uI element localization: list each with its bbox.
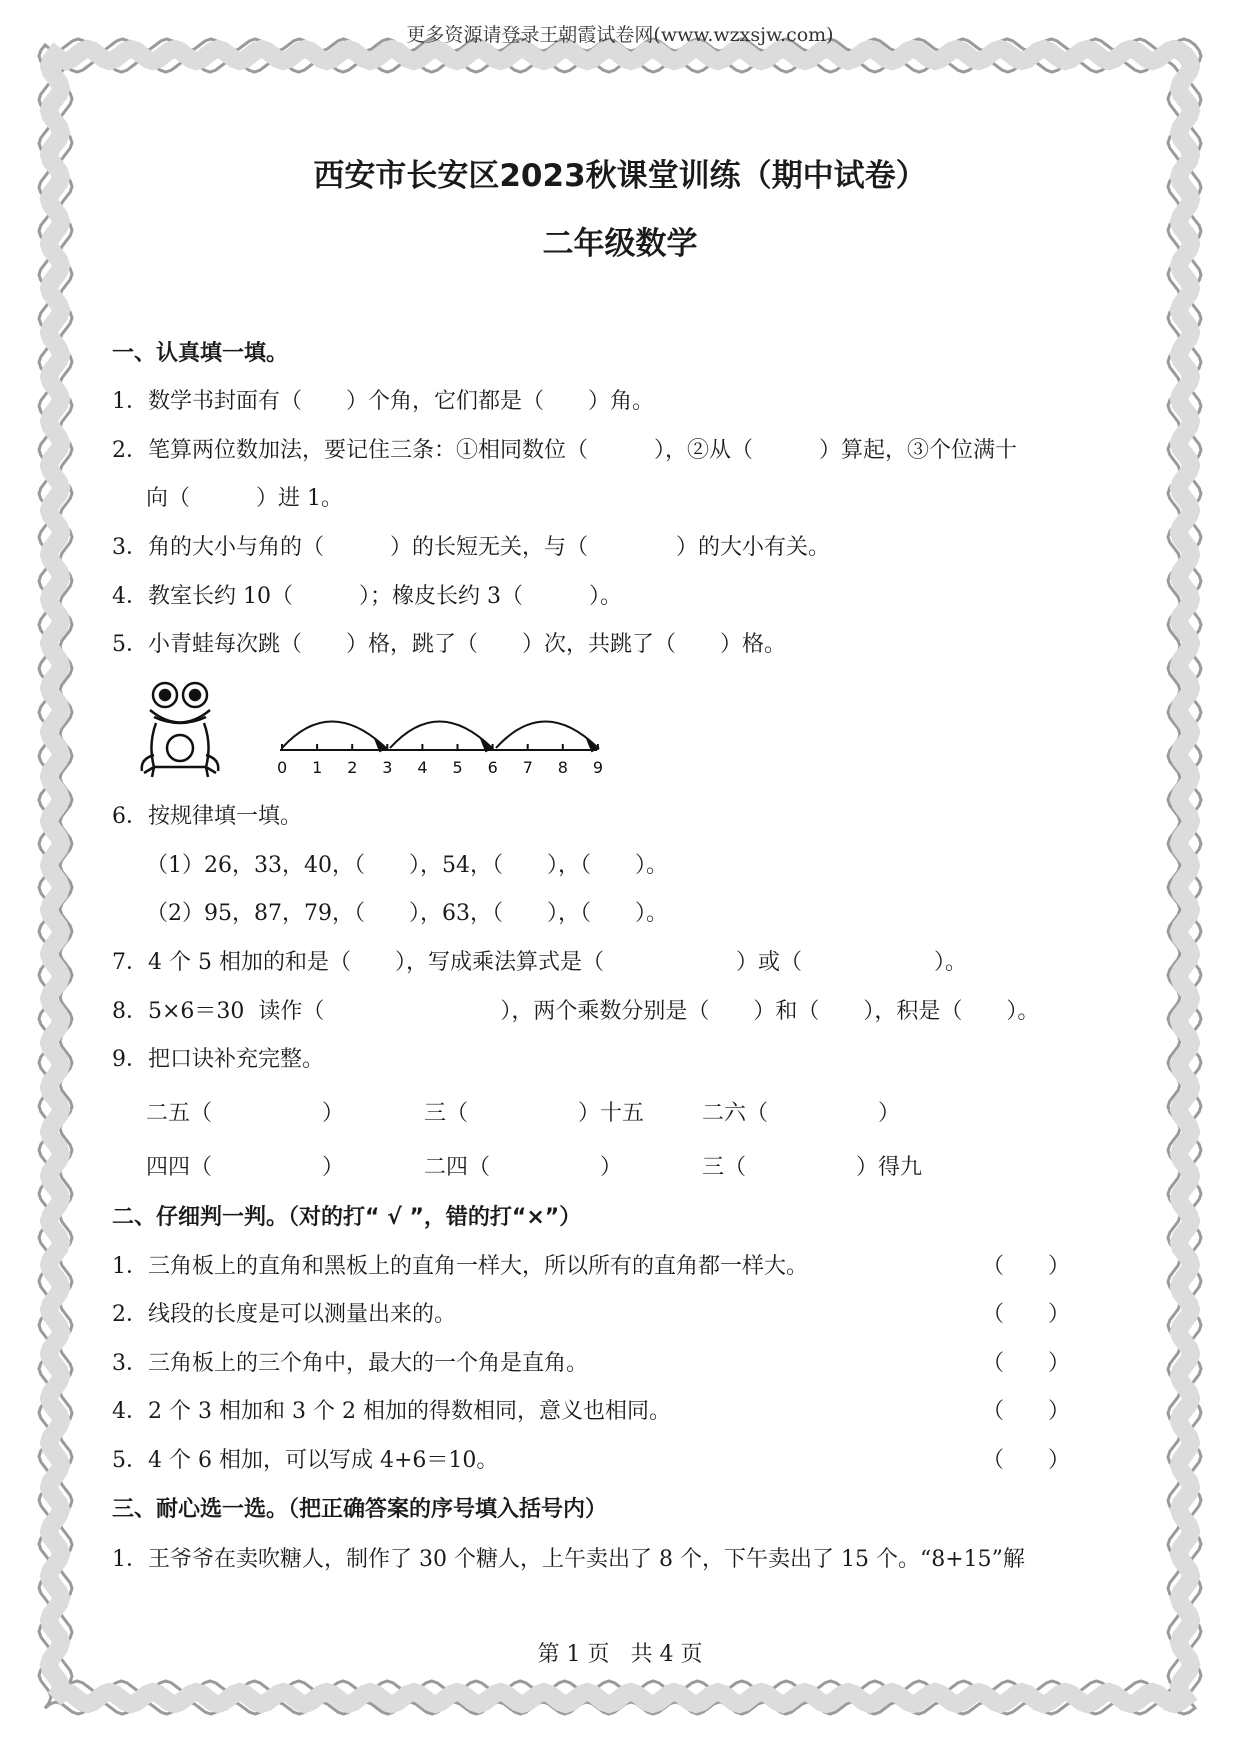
judge-item-1: 1．三角板上的直角和黑板上的直角一样大，所以所有的直角都一样大。	[112, 1254, 808, 1279]
number-line-label: 9	[592, 758, 604, 777]
multiplication-rhyme-6: 三（ ）得九	[702, 1155, 923, 1180]
number-line-label: 0	[277, 758, 288, 777]
question-1-5: 5．小青蛙每次跳（ ）格，跳了（ ）次，共跳了（ ）格。	[112, 632, 786, 657]
judge-answer-5: （ ）	[982, 1448, 1071, 1473]
question-1-6: 6．按规律填一填。	[112, 804, 302, 829]
number-line-label: 2	[347, 758, 358, 777]
judge-item-4: 4．2 个 3 相加和 3 个 2 相加的得数相同，意义也相同。	[112, 1399, 671, 1424]
judge-answer-1: （ ）	[982, 1254, 1071, 1279]
judge-item-2: 2．线段的长度是可以测量出来的。	[112, 1302, 456, 1327]
choice-question-1: 1．王爷爷在卖吹糖人，制作了 30 个糖人，上午卖出了 8 个，下午卖出了 15 个。“8+15”解	[112, 1547, 1025, 1572]
multiplication-rhyme-2: 三（ ）十五	[424, 1101, 645, 1126]
question-1-6-1: （1）26，33，40，（ ），54，（ ），（ ）。	[146, 853, 668, 878]
judge-answer-4: （ ）	[982, 1399, 1071, 1424]
judge-item-5: 5．4 个 6 相加，可以写成 4+6＝10。	[112, 1448, 499, 1473]
multiplication-rhyme-5: 二四（ ）	[424, 1155, 623, 1180]
question-1-1: 1．数学书封面有（ ）个角，它们都是（ ）角。	[112, 389, 654, 414]
number-line-label: 1	[312, 758, 323, 777]
multiplication-rhyme-1: 二五（ ）	[146, 1101, 345, 1126]
question-1-7: 7．4 个 5 相加的和是（ ），写成乘法算式是（ ）或（ ）。	[112, 950, 967, 975]
question-1-4: 4．教室长约 10（ ）；橡皮长约 3（ ）。	[112, 584, 622, 609]
number-line-label: 5	[452, 758, 463, 777]
question-1-8: 8．5×6＝30 读作（ ），两个乘数分别是（ ）和（ ），积是（ ）。	[112, 999, 1040, 1024]
number-line-label: 6	[487, 758, 498, 777]
question-1-2b: 向（ ）进 1。	[146, 486, 343, 511]
exam-subtitle: 二年级数学	[542, 226, 698, 262]
site-banner: 更多资源请登录王朝霞试卷网(www.wzxsjw.com)	[406, 24, 834, 46]
multiplication-rhyme-3: 二六（ ）	[702, 1101, 901, 1126]
question-1-9: 9．把口诀补充完整。	[112, 1047, 324, 1072]
frog-number-line-figure	[140, 675, 620, 785]
question-1-3: 3．角的大小与角的（ ）的长短无关，与（ ）的大小有关。	[112, 535, 830, 560]
section2-heading: 二、仔细判一判。（对的打“ √ ”，错的打“×”）	[112, 1205, 582, 1230]
number-line-label: 7	[522, 758, 533, 777]
section3-heading: 三、耐心选一选。（把正确答案的序号填入括号内）	[112, 1497, 608, 1522]
judge-answer-2: （ ）	[982, 1302, 1071, 1327]
multiplication-rhyme-4: 四四（ ）	[146, 1155, 345, 1180]
question-1-6-2: （2）95，87，79，（ ），63，（ ），（ ）。	[146, 901, 668, 926]
number-line-label: 8	[557, 758, 568, 777]
number-line-label: 3	[382, 758, 393, 777]
number-line-label: 4	[417, 758, 428, 777]
judge-answer-3: （ ）	[982, 1351, 1071, 1376]
exam-title: 西安市长安区2023秋课堂训练（期中试卷）	[313, 158, 927, 194]
frog-icon	[142, 683, 219, 777]
judge-item-3: 3．三角板上的三个角中，最大的一个角是直角。	[112, 1351, 588, 1376]
page-footer: 第 1 页 共 4 页	[537, 1642, 703, 1667]
section1-heading: 一、认真填一填。	[112, 341, 289, 366]
number-line	[280, 722, 598, 752]
question-1-2a: 2．笔算两位数加法，要记住三条：①相同数位（ ），②从（ ）算起，③个位满十	[112, 438, 1018, 463]
